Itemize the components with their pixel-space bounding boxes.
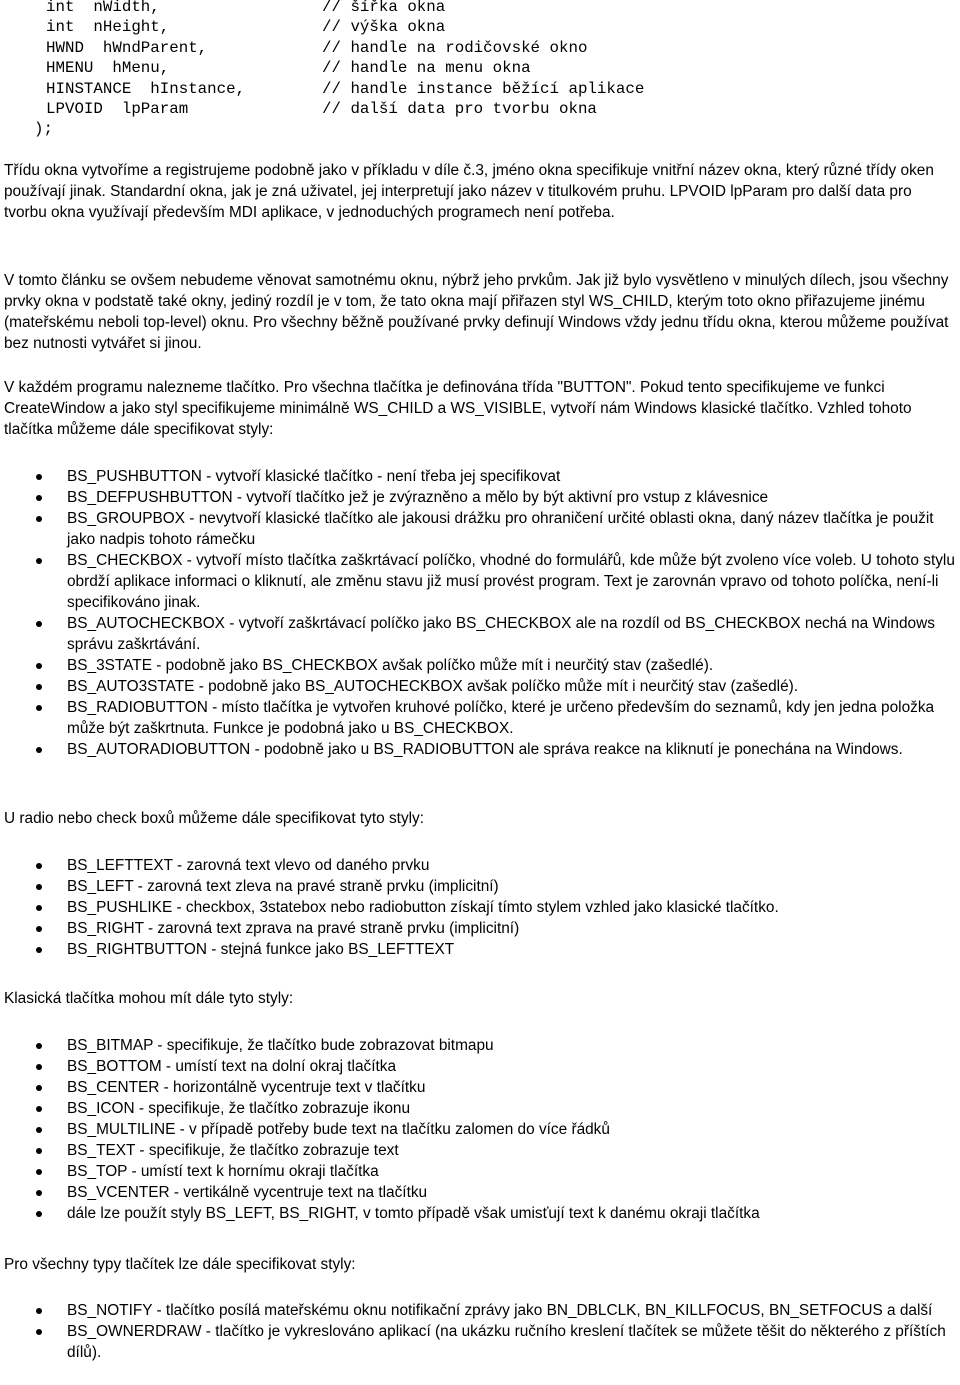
list-item <box>0 939 960 960</box>
paragraph-classic-intro: Klasická tlačítka mohou mít dále tyto styly: <box>4 990 294 1007</box>
list-item <box>0 1098 960 1119</box>
paragraph-radio-check-intro: U radio nebo check boxů můžeme dále specifikovat tyto styly: <box>4 810 425 827</box>
bullet-icon <box>36 863 42 869</box>
bullet-icon <box>36 884 42 890</box>
list-item <box>0 1056 960 1077</box>
bullet-icon <box>36 1043 42 1049</box>
bullet-icon <box>36 621 42 627</box>
list-item <box>0 897 960 918</box>
list-item <box>0 1203 960 1224</box>
bullet-icon <box>36 1064 42 1070</box>
list-item-text: BS_RADIOBUTTON - místo tlačítka je vytvořen kruhové políčko, které je určeno především do seznamů, kdy jen jedna položka může být zaškrtnuta. Funkce je podobná jako u BS_CHECKBOX. <box>67 699 935 737</box>
bullet-icon <box>36 1329 42 1335</box>
list-item <box>0 697 960 739</box>
bullet-icon <box>36 516 42 522</box>
code-comment: // handle na rodičovské okno <box>322 38 588 57</box>
bullet-icon <box>36 1106 42 1112</box>
list-item <box>0 1140 960 1161</box>
code-declaration: int nWidth, <box>46 0 160 16</box>
list-item-text: dále lze použít styly BS_LEFT, BS_RIGHT, v tomto případě však umisťují text k danému okraji tlačítka <box>67 1205 760 1222</box>
code-block <box>0 0 644 140</box>
list-item-text: BS_MULTILINE - v případě potřeby bude text na tlačítku zalomen do více řádků <box>67 1121 610 1138</box>
list-item-text: BS_GROUPBOX - nevytvoří klasické tlačítko ale jakousi drážku pro ohraničení určité oblasti okna, daný název tlačítka je použit jako nadpis tohoto rámečku <box>67 510 934 548</box>
code-line <box>0 38 644 58</box>
code-line <box>0 79 644 99</box>
list-item <box>0 1321 960 1363</box>
list-item-text: BS_BITMAP - specifikuje, že tlačítko bude zobrazovat bitmapu <box>67 1037 494 1054</box>
paragraph-button-class: V každém programu nalezneme tlačítko. Pro všechna tlačítka je definována třída "BUTTON". Pokud tento specifikujeme ve funkci CreateWindow a jako styl specifikujeme minimálně WS_CHILD a WS_VISIBLE, vytvoří nám Windows klasické tlačítko. Vzhled tohoto tlačítka můžeme dále specifikovat styly: <box>4 379 912 438</box>
code-comment: // handle na menu okna <box>322 59 531 78</box>
list-item-text: BS_NOTIFY - tlačítko posílá mateřskému oknu notifikační zprávy jako BN_DBLCLK, BN_KILLFOCUS, BN_SETFOCUS a další <box>67 1302 933 1319</box>
list-item-text: BS_AUTOCHECKBOX - vytvoří zaškrtávací políčko jako BS_CHECKBOX ale na rozdíl od BS_CHECKBOX nechá na Windows správu zaškrtávání. <box>67 615 935 653</box>
list-item <box>0 613 960 655</box>
code-declaration: HINSTANCE hInstance, <box>46 79 246 98</box>
list-item-text: BS_LEFTTEXT - zarovná text vlevo od daného prvku <box>67 857 430 874</box>
list-item-text: BS_PUSHBUTTON - vytvoří klasické tlačítko - není třeba jej specifikovat <box>67 468 561 485</box>
list-item <box>0 1119 960 1140</box>
list-item-text: BS_CHECKBOX - vytvoří místo tlačítka zaškrtávací políčko, vhodné do formulářů, kde může být zvoleno více voleb. U tohoto stylu obrdží aplikace informaci o kliknutí, ale změnu stavu již musí provést program. Text je zarovnán vpravo od tohoto políčka, není-li specifikováno jinak. <box>67 552 955 611</box>
list-item-text: BS_AUTO3STATE - podobně jako BS_AUTOCHECKBOX avšak políčko může mít i neurčitý stav (zašedlé). <box>67 678 799 695</box>
list-item-text: BS_PUSHLIKE - checkbox, 3statebox nebo radiobutton získají tímto stylem vzhled jako klasické tlačítko. <box>67 899 779 916</box>
bullet-icon <box>36 747 42 753</box>
bullet-icon <box>36 474 42 480</box>
list-item <box>0 1182 960 1203</box>
bullet-icon <box>36 663 42 669</box>
list-item-text: BS_AUTORADIOBUTTON - podobně jako u BS_RADIOBUTTON ale správa reakce na kliknutí je ponechána na Windows. <box>67 741 903 758</box>
list-item-text: BS_BOTTOM - umístí text na dolní okraj tlačítka <box>67 1058 397 1075</box>
bullet-icon <box>36 947 42 953</box>
bullet-icon <box>36 1308 42 1314</box>
code-line <box>0 99 644 119</box>
list-item-text: BS_3STATE - podobně jako BS_CHECKBOX avšak políčko může mít i neurčitý stav (zašedlé). <box>67 657 714 674</box>
list-item-text: BS_RIGHTBUTTON - stejná funkce jako BS_LEFTTEXT <box>67 941 455 958</box>
code-comment: // šířka okna <box>322 0 446 16</box>
list-item-text: BS_TEXT - specifikuje, že tlačítko zobrazuje text <box>67 1142 399 1159</box>
list-item <box>0 1161 960 1182</box>
list-item <box>0 739 960 760</box>
list-item <box>0 550 960 613</box>
list-item <box>0 855 960 876</box>
code-line <box>0 58 644 78</box>
all-styles-list <box>0 1300 960 1363</box>
code-closing-paren: ); <box>34 120 53 139</box>
code-declaration: LPVOID lpParam <box>46 99 189 118</box>
paragraph-window-class: Třídu okna vytvoříme a registrujeme podobně jako v příkladu v díle č.3, jméno okna specifikuje vnitřní název okna, který různé třídy oken používají jinak. Standardní okna, jak je zná uživatel, jej interpretují jako název v titulkovém pruhu. LPVOID lpParam pro další data pro tvorbu okna využívají především MDI aplikace, v jednoduchých programech není potřeba. <box>4 162 934 221</box>
code-comment: // další data pro tvorbu okna <box>322 99 597 118</box>
paragraph-all-types-intro: Pro všechny typy tlačítek lze dále specifikovat styly: <box>4 1256 356 1273</box>
list-item-text: BS_ICON - specifikuje, že tlačítko zobrazuje ikonu <box>67 1100 411 1117</box>
radio-check-styles-list <box>0 855 960 960</box>
list-item <box>0 1035 960 1056</box>
list-item <box>0 466 960 487</box>
code-declaration: HMENU hMenu, <box>46 59 170 78</box>
code-comment: // handle instance běžící aplikace <box>322 79 645 98</box>
list-item-text: BS_TOP - umístí text k hornímu okraji tlačítka <box>67 1163 379 1180</box>
bullet-icon <box>36 1085 42 1091</box>
list-item-text: BS_VCENTER - vertikálně vycentruje text na tlačítku <box>67 1184 428 1201</box>
list-item <box>0 655 960 676</box>
classic-styles-list <box>0 1035 960 1224</box>
bullet-icon <box>36 558 42 564</box>
list-item-text: BS_LEFT - zarovná text zleva na pravé straně prvku (implicitní) <box>67 878 499 895</box>
paragraph-window-elements: V tomto článku se ovšem nebudeme věnovat samotnému oknu, nýbrž jeho prvkům. Jak již bylo vysvětleno v minulých dílech, jsou všechny prvky okna v podstatě také okny, jediný rozdíl je v tom, že tato okna mají přiřazen styl WS_CHILD, kterým toto okno přiřazujeme jinému (mateřskému neboli top-level) oknu. Pro všechny běžně používané prvky definují Windows vždy jednu třídu okna, kterou můžeme používat bez nutnosti vytvářet si jinou. <box>4 272 949 352</box>
code-line <box>0 0 644 17</box>
code-declaration: HWND hWndParent, <box>46 38 208 57</box>
list-item-text: BS_OWNERDRAW - tlačítko je vykreslováno aplikací (na ukázku ručního kreslení tlačítek se můžete těšit do některého z příštích dílů). <box>67 1323 946 1361</box>
list-item <box>0 1300 960 1321</box>
bullet-icon <box>36 926 42 932</box>
code-line <box>0 17 644 37</box>
bullet-icon <box>36 1169 42 1175</box>
bullet-icon <box>36 495 42 501</box>
list-item-text: BS_DEFPUSHBUTTON - vytvoří tlačítko jež je zvýrazněno a mělo by být aktivní pro vstup z klávesnice <box>67 489 769 506</box>
bullet-icon <box>36 1190 42 1196</box>
code-comment: // výška okna <box>322 18 446 37</box>
bullet-icon <box>36 1127 42 1133</box>
bullet-icon <box>36 1148 42 1154</box>
list-item <box>0 1077 960 1098</box>
button-styles-list <box>0 466 960 760</box>
list-item-text: BS_CENTER - horizontálně vycentruje text v tlačítku <box>67 1079 426 1096</box>
bullet-icon <box>36 705 42 711</box>
bullet-icon <box>36 1211 42 1217</box>
list-item <box>0 876 960 897</box>
list-item-text: BS_RIGHT - zarovná text zprava na pravé straně prvku (implicitní) <box>67 920 520 937</box>
bullet-icon <box>36 905 42 911</box>
list-item <box>0 918 960 939</box>
list-item <box>0 487 960 508</box>
list-item <box>0 508 960 550</box>
list-item <box>0 676 960 697</box>
bullet-icon <box>36 684 42 690</box>
code-declaration: int nHeight, <box>46 18 170 37</box>
